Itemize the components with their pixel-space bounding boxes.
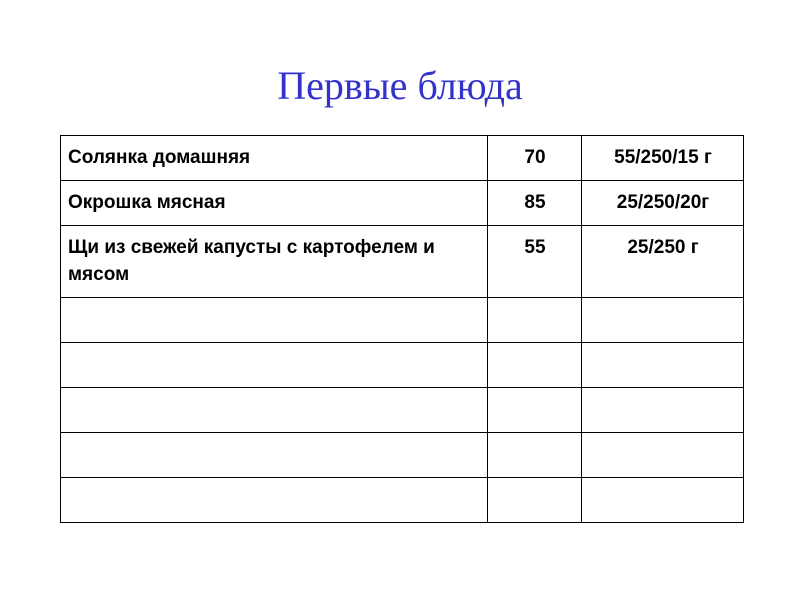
dish-qty-cell: 85 xyxy=(488,181,582,226)
dish-name-cell xyxy=(61,433,488,478)
menu-table xyxy=(60,135,744,523)
table-row xyxy=(61,298,744,343)
table-row xyxy=(61,226,744,298)
dish-qty-cell xyxy=(488,478,582,523)
dish-name-cell xyxy=(61,343,488,388)
table-row xyxy=(61,388,744,433)
table-row xyxy=(61,343,744,388)
dish-name-cell xyxy=(61,388,488,433)
dish-qty-cell: 55 xyxy=(488,226,582,298)
table-row xyxy=(61,136,744,181)
dish-name-cell: Солянка домашняя xyxy=(61,136,488,181)
dish-weight-cell: 55/250/15 г xyxy=(582,136,744,181)
dish-weight-cell xyxy=(582,343,744,388)
dish-qty-cell xyxy=(488,433,582,478)
dish-name-cell: Щи из свежей капусты с картофелем и мясом xyxy=(61,226,488,298)
dish-weight-cell xyxy=(582,298,744,343)
dish-name-cell xyxy=(61,298,488,343)
page-title: Первые блюда xyxy=(277,63,523,108)
dish-weight-cell xyxy=(582,433,744,478)
dish-name-cell xyxy=(61,478,488,523)
dish-weight-cell xyxy=(582,388,744,433)
dish-name-cell: Окрошка мясная xyxy=(61,181,488,226)
table-row xyxy=(61,433,744,478)
table-row xyxy=(61,181,744,226)
dish-weight-cell xyxy=(582,478,744,523)
dish-qty-cell xyxy=(488,343,582,388)
dish-weight-cell: 25/250 г xyxy=(582,226,744,298)
dish-qty-cell xyxy=(488,298,582,343)
dish-qty-cell: 70 xyxy=(488,136,582,181)
table-row xyxy=(61,478,744,523)
dish-qty-cell xyxy=(488,388,582,433)
dish-weight-cell: 25/250/20г xyxy=(582,181,744,226)
